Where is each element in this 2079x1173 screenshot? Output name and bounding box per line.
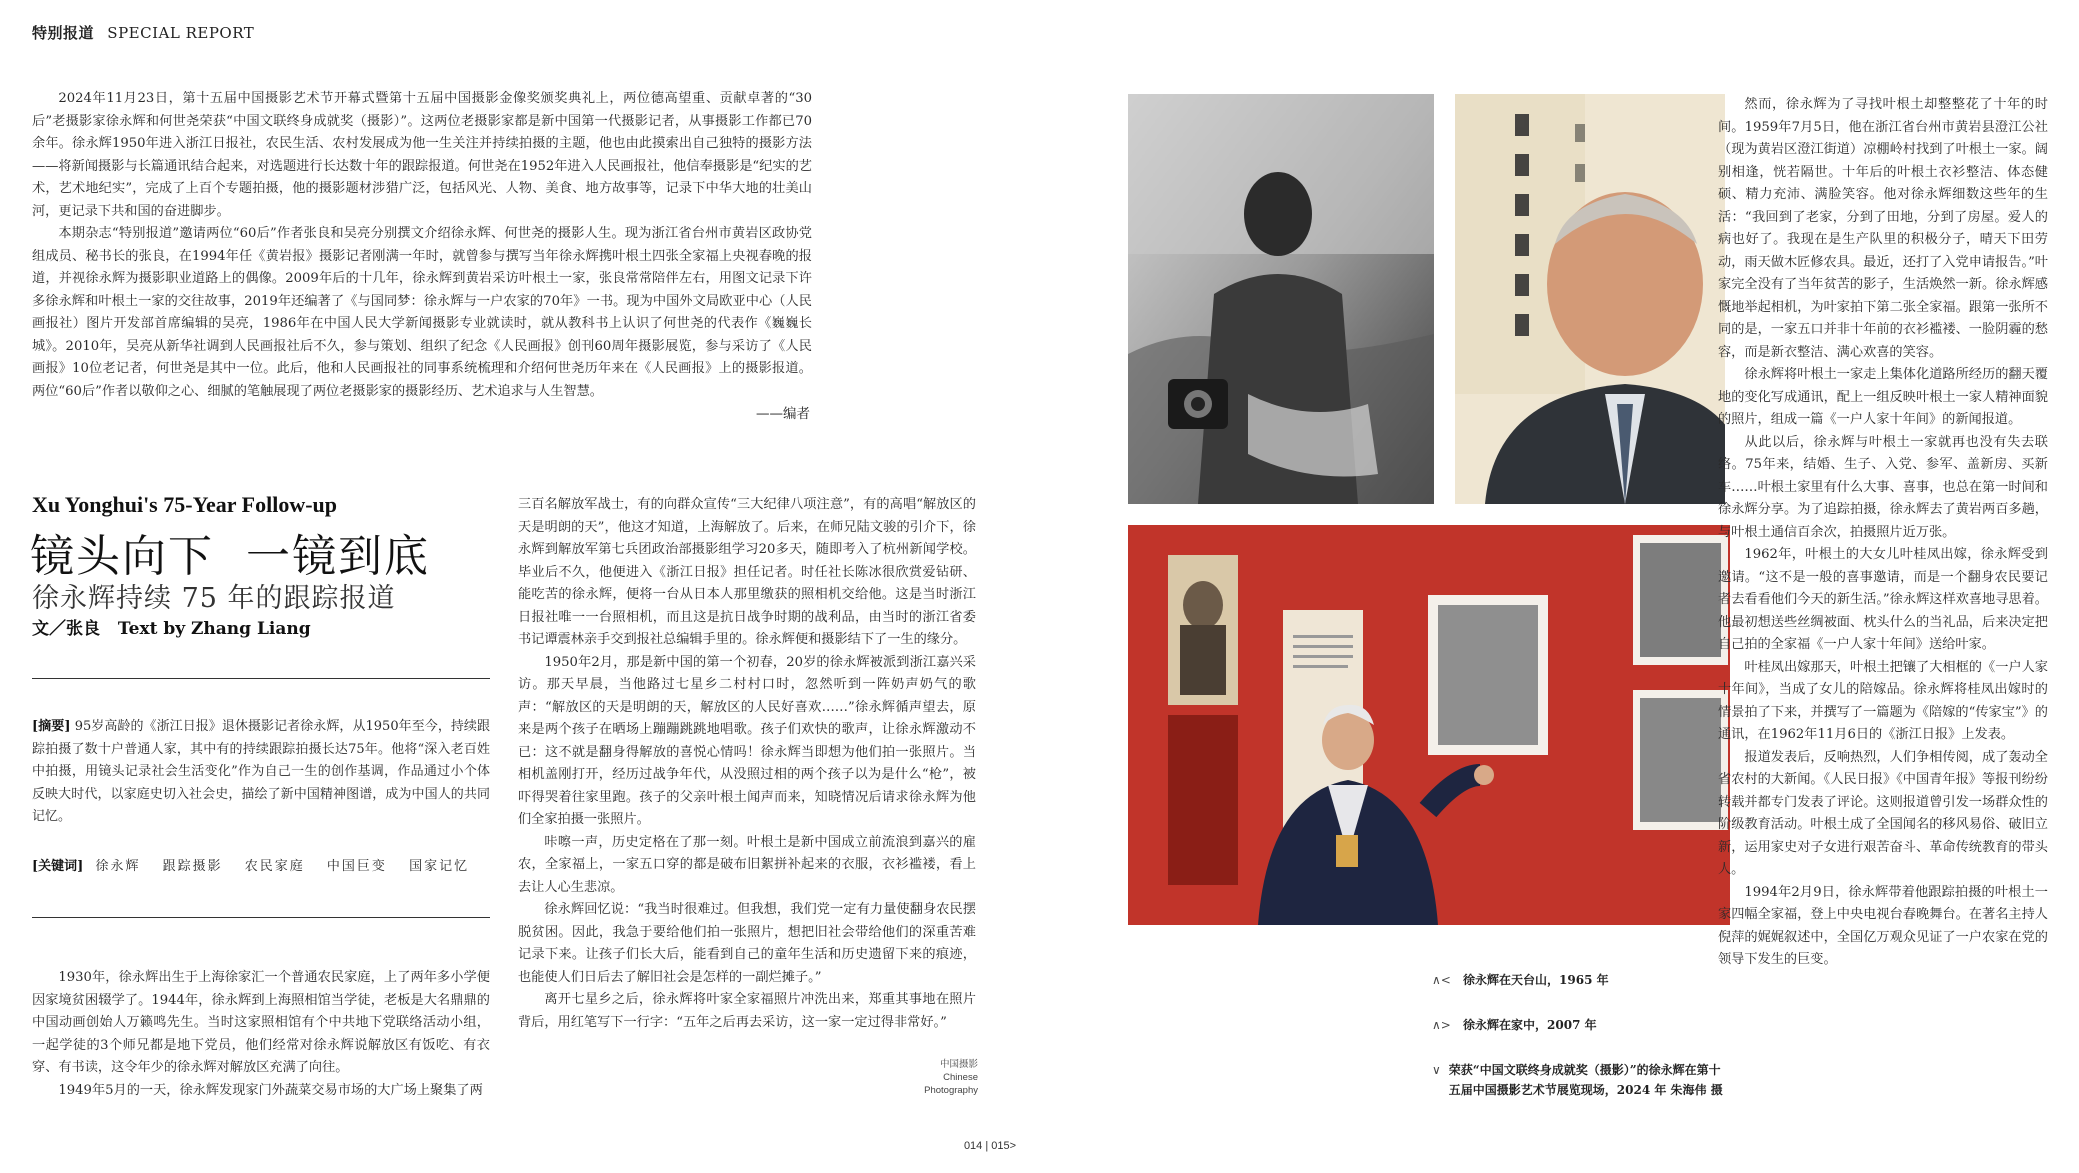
article-title-en: Xu Yonghui's 75-Year Follow-up: [32, 492, 338, 517]
keyword: 徐永辉: [95, 859, 141, 874]
article-subtitle: 徐永辉持续 75 年的跟踪报道: [32, 583, 396, 614]
credit-line: 中国摄影: [939, 1059, 978, 1070]
body-paragraph: 徐永辉将叶根土一家走上集体化道路所经历的翻天覆地的变化写成通讯，配上一组反映叶根土一家人精神面貌的照片，组成一篇《一户人家十年间》的新闻报道。: [1718, 367, 2048, 427]
body-paragraph: 三百名解放军战士，有的向群众宣传“三大纪律八项注意”，有的高唱“解放区的天是明朗的天”，他这才知道，上海解放了。后来，在师兄陆文骏的引介下，徐永辉到解放军第七兵团政治部摄影组学习20多天，随即考入了杭州新闻学校。毕业后不久，他便进入《浙江日报》担任记者。时任社长陈冰很欣赏爱钻研、能吃苦的徐永辉，便将一台从日本人那里缴获的照相机交给他。这是当时浙江日报社唯一一台照相机，而且这是抗日战争时期的战利品，由当时的浙江省委书记谭震林亲手交到报社总编辑手里的。徐永辉便和摄影结下了一生的缘分。: [518, 497, 976, 647]
abstract-text: 95岁高龄的《浙江日报》退休摄影记者徐永辉，从1950年至今，持续跟踪拍摄了数十户普通人家，其中有的持续跟踪拍摄长达75年。他将“深入老百姓中拍摄，用镜头记录社会生活变化”作为自己一生的创作基调，作品通过小个体反映大时代，以家庭史切入社会史，描绘了新中国精神图谱，成为中国人的共同记忆。: [32, 719, 490, 824]
caption-arrow: ∨: [1432, 1063, 1441, 1077]
byline: [32, 614, 311, 639]
body-paragraph: 离开七星乡之后，徐永辉将叶家全家福照片冲洗出来，郑重其事地在照片背后，用红笔写下一行字：“五年之后再去采访，这一家一定过得非常好。”: [518, 992, 976, 1030]
editor-signoff: ——编者: [756, 406, 810, 422]
caption-photo-3: [1432, 1060, 1732, 1100]
keywords: [32, 855, 490, 874]
photo-home-2007: [1455, 94, 1725, 504]
article-column-middle: [518, 494, 976, 1034]
keywords-label: [关键词]: [32, 859, 84, 874]
abstract-label: [摘要]: [32, 719, 71, 734]
caption-arrow: ∧>: [1432, 1018, 1451, 1032]
caption-arrow: ∧<: [1432, 973, 1451, 987]
article-title-cn: 镜头向下 一镜到底: [30, 531, 430, 582]
body-paragraph: 叶桂凤出嫁那天，叶根土把镶了大相框的《一户人家十年间》，当成了女儿的陪嫁品。徐永辉将桂凤出嫁时的情景拍了下来，并撰写了一篇题为《陪嫁的“传家宝”》的通讯，在1962年11月6日的《浙江日报》上发表。: [1718, 659, 2048, 742]
byline-en: Text by Zhang Liang: [117, 619, 311, 639]
body-paragraph: 1949年5月的一天，徐永辉发现家门外蔬菜交易市场的大广场上聚集了两: [58, 1082, 483, 1098]
body-paragraph: 1994年2月9日，徐永辉带着他跟踪拍摄的叶根土一家四幅全家福，登上中央电视台春晚舞台。在著名主持人倪萍的娓娓叙述中，全国亿万观众见证了一户农家在党的领导下发生的巨变。: [1718, 884, 2048, 967]
keyword: 国家记忆: [409, 859, 470, 874]
intro-paragraph: 2024年11月23日，第十五届中国摄影艺术节开幕式暨第十五届中国摄影金像奖颁奖典礼上，两位德高望重、贡献卓著的“30后”老摄影家徐永辉和何世尧荣获“中国文联终身成就奖（摄影）”。这两位老摄影家都是新中国第一代摄影记者，从事摄影工作都已70余年。徐永辉1950年进入浙江日报社，农民生活、农村发展成为他一生关注并持续拍摄的主题，他也由此摸索出自己独特的摄影方法——将新闻摄影与长篇通讯结合起来，对选题进行长达数十年的跟踪报道。何世尧在1952年进入人民画报社，他信奉摄影是“纪实的艺术，艺术地纪实”，完成了上百个专题拍摄，他的摄影题材涉猎广泛，包括风光、人物、美食、地方故事等，记录下中华大地的壮美山河，更记录下共和国的奋进脚步。: [32, 91, 812, 219]
photo-exhibition-2024: [1128, 525, 1730, 925]
divider-rule: [32, 678, 490, 679]
caption-photo-1: [1432, 970, 1722, 990]
credit-line: Chinese: [943, 1072, 978, 1083]
divider-rule: [32, 917, 490, 918]
byline-cn: 文／张良: [32, 619, 100, 639]
magazine-credit: [918, 1058, 978, 1097]
intro-paragraph: 本期杂志“特别报道”邀请两位“60后”作者张良和吴亮分别撰文介绍徐永辉、何世尧的摄影人生。现为浙江省台州市黄岩区政协党组成员、秘书长的张良，在1994年任《黄岩报》摄影记者刚满一年时，就曾参与撰写当年徐永辉携叶根土四张全家福上央视春晚的报道，并视徐永辉为摄影职业道路上的偶像。2009年后的十几年，徐永辉到黄岩采访叶根土一家，张良常常陪伴左右，用图文记录下许多徐永辉和叶根土一家的交往故事，2019年还编著了《与国同梦：徐永辉与一户农家的70年》一书。现为中国外文局欧亚中心（人民画报社）图片开发部首席编辑的吴亮，1986年在中国人民大学新闻摄影专业就读时，就从教科书上认识了何世尧的代表作《巍巍长城》。2010年，吴亮从新华社调到人民画报社后不久，参与策划、组织了纪念《人民画报》创刊60周年摄影展览，参与采访了《人民画报》10位老记者，何世尧是其中一位。此后，他和人民画报社的同事系统梳理和介绍何世尧历年来在《人民画报》上的摄影报道。两位“60后”作者以敬仰之心、细腻的笔触展现了两位老摄影家的摄影经历、艺术追求与人生智慧。: [32, 226, 812, 399]
body-paragraph: 然而，徐永辉为了寻找叶根土却整整花了十年的时间。1959年7月5日，他在浙江省台州市黄岩县澄江公社（现为黄岩区澄江街道）凉棚岭村找到了叶根土一家。阔别相逢，恍若隔世。十年后的叶根土衣衫整洁、体态健硕、精力充沛、满脸笑容。他对徐永辉细数这些年的生活：“我回到了老家，分到了田地，分到了房屋。爱人的病也好了。我现在是生产队里的积极分子，晴天下田劳动，雨天做木匠修农具。最近，还打了入党申请报告。”叶家完全没有了当年贫苦的影子，生活焕然一新。徐永辉感慨地举起相机，为叶家拍下第二张全家福。跟第一张所不同的是，一家五口并非十年前的衣衫褴褛、一脸阴霾的愁容，而是新衣整洁、满心欢喜的笑容。: [1718, 97, 2048, 360]
abstract: [32, 716, 490, 829]
credit-line: Photography: [924, 1085, 978, 1096]
caption-photo-2: [1432, 1015, 1722, 1035]
body-paragraph: 1930年，徐永辉出生于上海徐家汇一个普通农民家庭，上了两年多小学便因家境贫困辍学了。1944年，徐永辉到上海照相馆当学徒，老板是大名鼎鼎的中国动画创始人万籁鸣先生。当时这家照相馆有个中共地下党联络活动小组，一起学徒的3个师兄都是地下党员，他们经常对徐永辉说解放区有饭吃、有衣穿、有书读，这令年少的徐永辉对解放区充满了向往。: [32, 970, 490, 1075]
body-paragraph: 从此以后，徐永辉与叶根土一家就再也没有失去联络。75年来，结婚、生子、入党、参军、盖新房、买新车……叶根土家里有什么大事、喜事，也总在第一时间和徐永辉分享。为了追踪拍摄，徐永辉去了黄岩两百多趟，与叶根土通信百余次，拍摄照片近万张。: [1718, 434, 2048, 540]
keyword: 中国巨变: [326, 859, 387, 874]
section-header: [32, 22, 254, 43]
section-tag-cn: 特别报道: [32, 24, 95, 42]
body-paragraph: 徐永辉回忆说：“我当时很难过。但我想，我们党一定有力量使翻身农民摆脱贫困。因此，我急于要给他们拍一张照片，想把旧社会带给他们的深重苦难记录下来。让孩子们长大后，能看到自己的童年生活和历史遗留下来的痕迹，也能使人们日后去了解旧社会是怎样的一副烂摊子。”: [518, 902, 976, 985]
editor-intro: [32, 88, 812, 403]
body-paragraph: 1950年2月，那是新中国的第一个初春，20岁的徐永辉被派到浙江嘉兴采访。那天早晨，当他路过七星乡二村村口时，忽然听到一阵奶声奶气的歌声：“解放区的天是明朗的天，解放区的人民好喜欢……”徐永辉循声望去，原来是两个孩子在晒场上蹦蹦跳跳地唱歌。孩子们欢快的歌声，让徐永辉激动不已：这不就是翻身得解放的喜悦心情吗！徐永辉当即想为他们拍一张照片。当相机盖刚打开，经历过战争年代，从没照过相的两个孩子以为是什么“枪”，被吓得哭着往家里跑。孩子的父亲叶根土闻声而来，知晓情况后请求徐永辉为他们全家拍摄一张照片。: [518, 654, 976, 827]
photo-tiantai-1965: [1128, 94, 1434, 504]
body-paragraph: 报道发表后，反响热烈，人们争相传阅，成了轰动全省农村的大新闻。《人民日报》《中国青年报》等报刊纷纷转载并都专门发表了评论。这则报道曾引发一场群众性的阶级教育活动。叶根土成了全国闻名的移风易俗、破旧立新，运用家史对子女进行艰苦奋斗、革命传统教育的带头人。: [1718, 749, 2048, 877]
body-paragraph: 咔嚓一声，历史定格在了那一刻。叶根土是新中国成立前流浪到嘉兴的雇农，全家福上，一家五口穿的都是破布旧絮拼补起来的衣服，衣衫褴褛，看上去让人心生悲凉。: [518, 834, 976, 895]
caption-text: 徐永辉在家中，2007 年: [1463, 1018, 1597, 1032]
article-column-left: [32, 967, 490, 1102]
section-tag-en: SPECIAL REPORT: [107, 24, 255, 42]
page-numbers: 014 | 015>: [963, 1140, 1017, 1152]
article-column-right: [1718, 94, 2048, 972]
caption-text: 徐永辉在天台山，1965 年: [1463, 973, 1609, 987]
caption-text: 荣获“中国文联终身成就奖（摄影）”的徐永辉在第十五届中国摄影艺术节展览现场，2024 年 朱海伟 摄: [1448, 1063, 1723, 1097]
keyword: 跟踪摄影: [162, 859, 223, 874]
body-paragraph: 1962年，叶根土的大女儿叶桂凤出嫁，徐永辉受到邀请。“这不是一般的喜事邀请，而是一个翻身农民要记者去看看他们今天的新生活。”徐永辉这样欢喜地寻思着。他最初想送些丝绸被面、枕头什么的当礼品，后来决定把自己拍的全家福《一户人家十年间》送给叶家。: [1718, 547, 2048, 652]
keyword: 农民家庭: [244, 859, 305, 874]
